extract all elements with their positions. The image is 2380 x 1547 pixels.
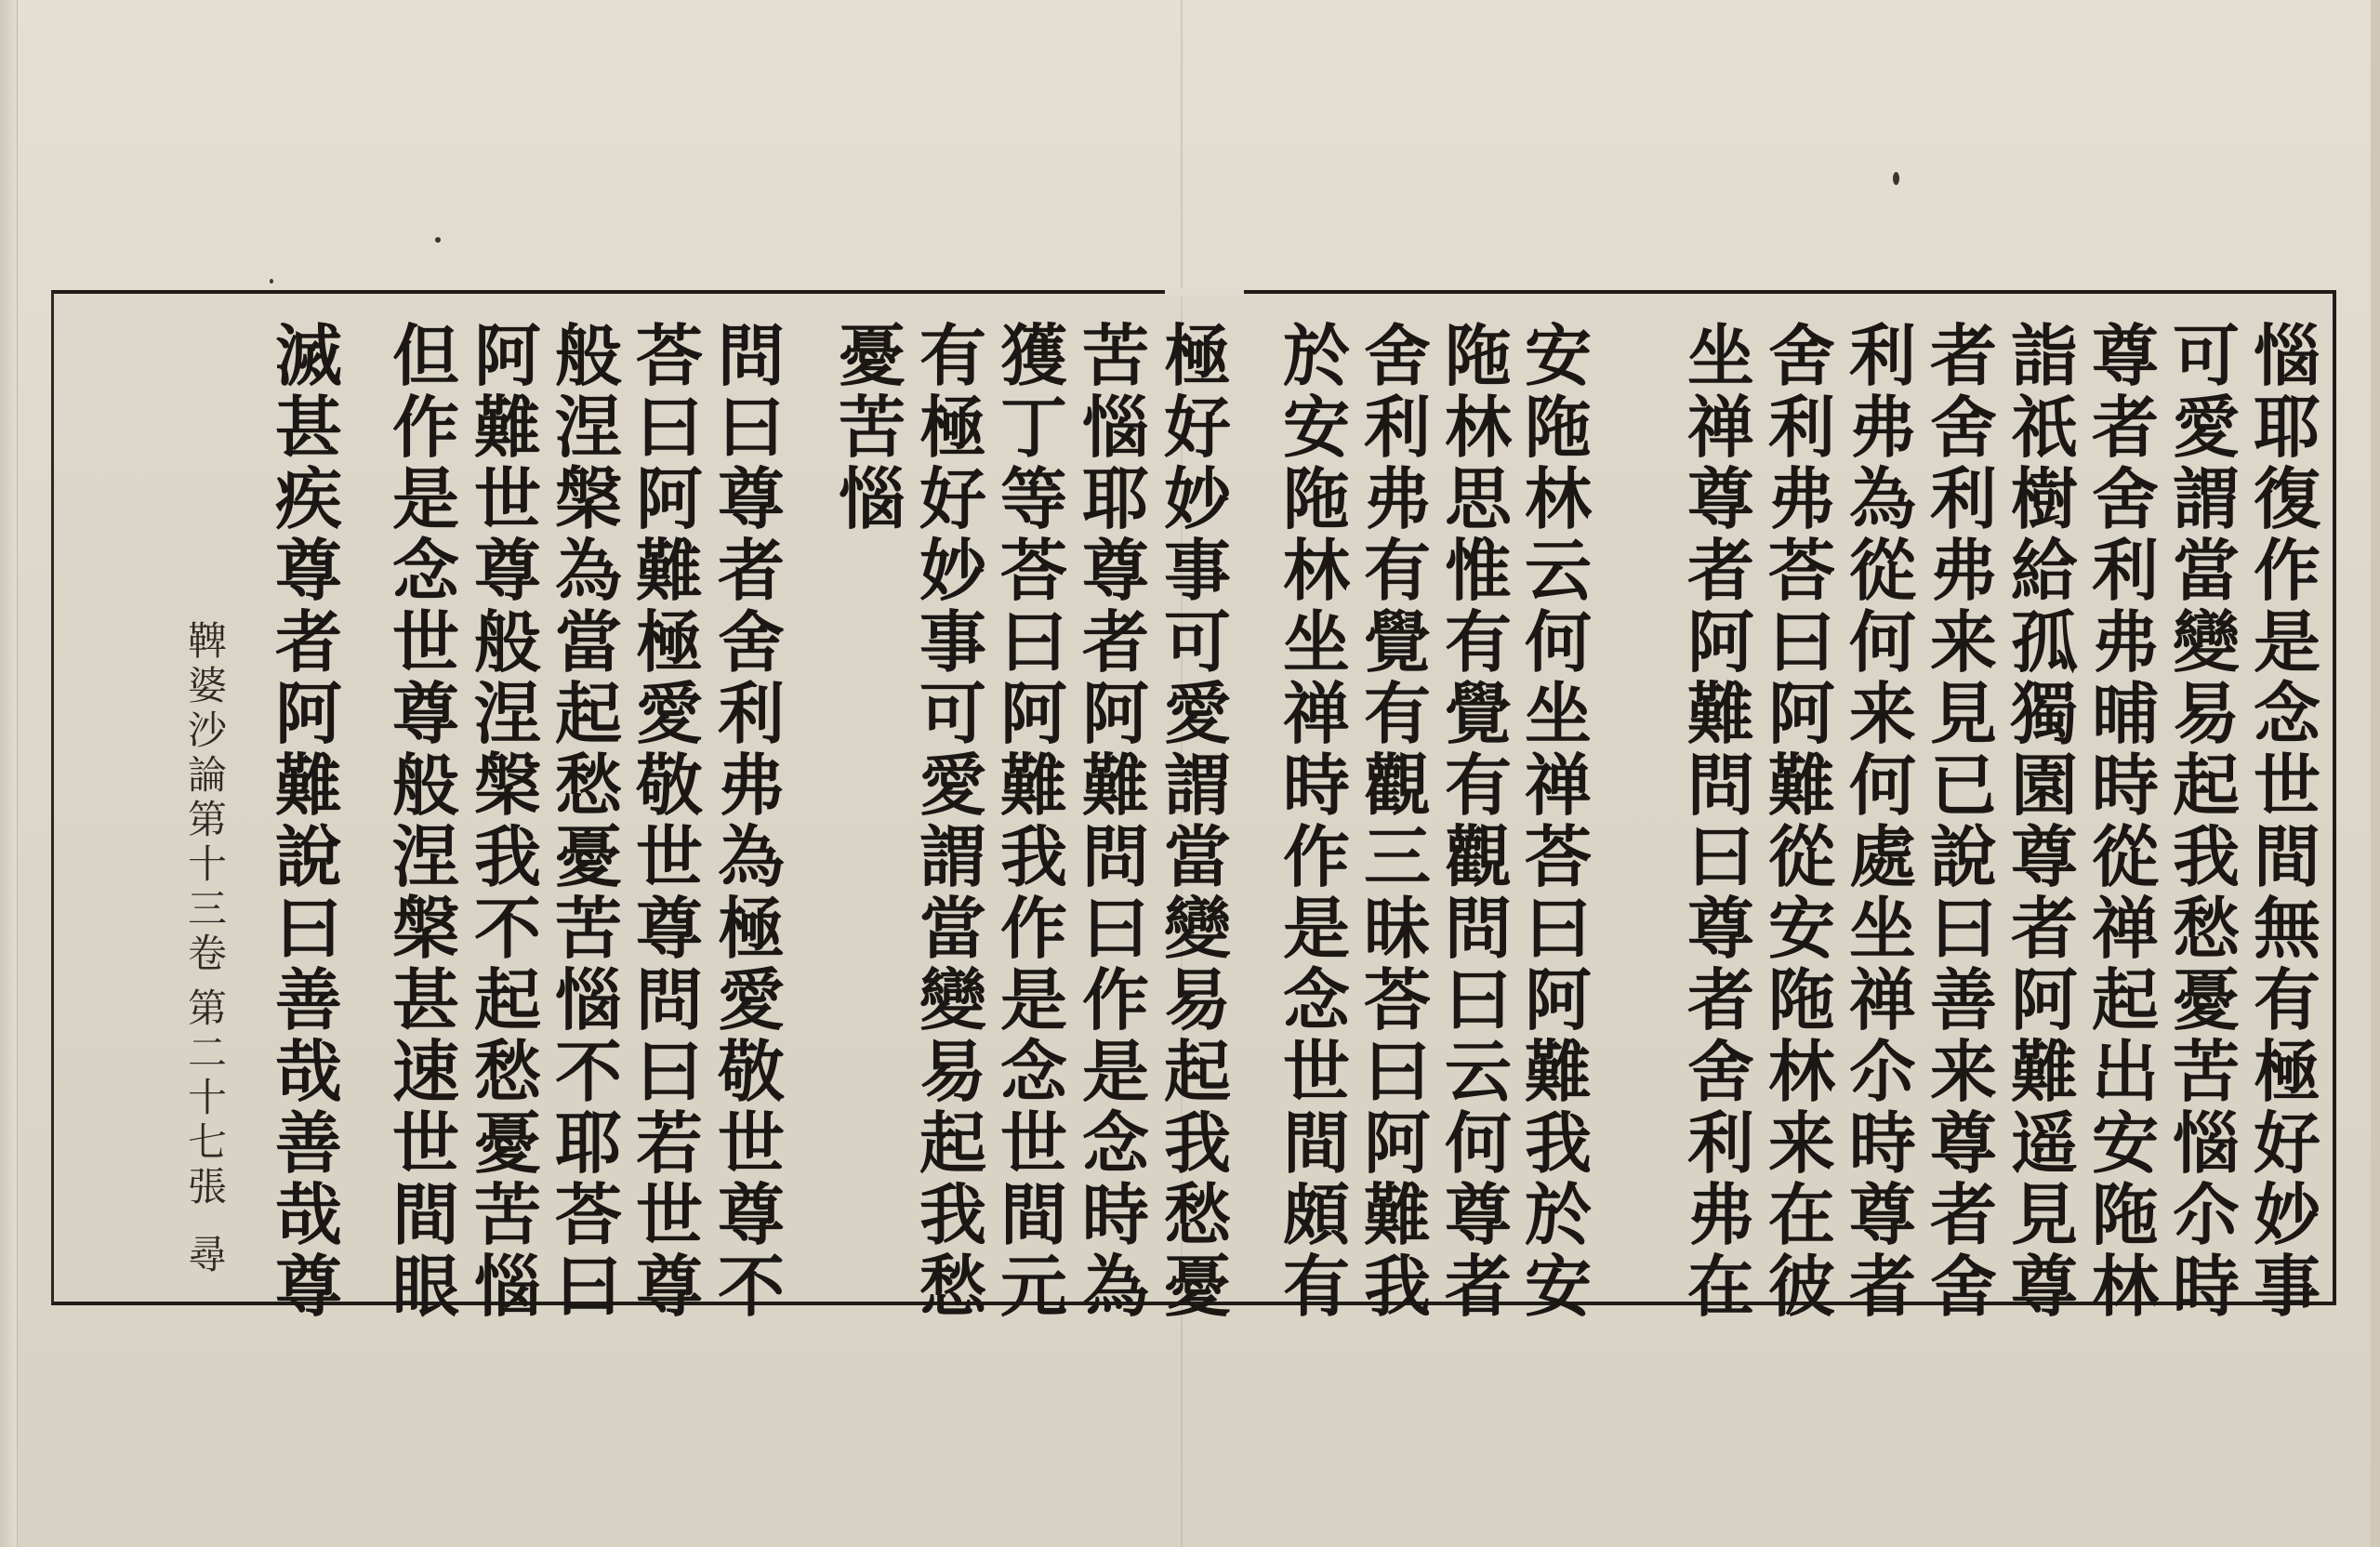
marginal-mark: 尋 (187, 1232, 227, 1277)
ink-speck (1893, 172, 1899, 185)
ink-speck (270, 279, 273, 284)
text-column: 阿難世尊般涅槃我不起愁憂苦惱 (473, 316, 541, 1326)
ink-speck (435, 237, 441, 243)
text-column: 問曰尊者舍利弗為極愛敬世尊不 (717, 316, 785, 1326)
text-column: 尊者舍利弗晡時從禅起出安陁林 (2091, 316, 2159, 1326)
text-column: 滅甚疾尊者阿難說曰善哉善哉尊 (274, 316, 342, 1326)
text-column: 但作是念世尊般涅槃甚速世間眼 (391, 316, 459, 1326)
text-column: 舍利弗荅曰阿難從安陁林来在彼 (1767, 316, 1835, 1326)
text-column: 荅曰阿難極愛敬世尊問曰若世尊 (635, 316, 703, 1326)
text-column: 於安陁林坐禅時作是念世間頗有 (1282, 316, 1350, 1326)
text-column: 坐禅尊者阿難問曰尊者舍利弗在 (1686, 316, 1754, 1326)
text-column: 苦惱耶尊者阿難問曰作是念時為 (1081, 316, 1149, 1326)
text-column: 憂苦惱 (838, 316, 906, 538)
marginal-title: 鞞婆沙論第十三卷 (187, 618, 227, 976)
page-left-edge (0, 0, 18, 1547)
text-column: 獲丁等荅曰阿難我作是念世間元 (999, 316, 1067, 1326)
text-column: 極好妙事可愛謂當變易起我愁憂 (1163, 316, 1231, 1326)
text-column: 者舍利弗来見已說曰善来尊者舍 (1929, 316, 1997, 1326)
frame-gap (1165, 288, 1244, 296)
text-column: 有極好妙事可愛謂當變易起我愁 (919, 316, 986, 1326)
text-column: 舍利弗有覺有觀三昧荅曰阿難我 (1363, 316, 1431, 1326)
text-column: 安陁林云何坐禅荅曰阿難我於安 (1524, 316, 1592, 1326)
text-column: 詣祇樹給孤獨園尊者阿難遥見尊 (2010, 316, 2078, 1326)
text-column: 陁林思惟有覺有觀問曰云何尊者 (1444, 316, 1512, 1326)
text-column: 利弗為從何来何處坐禅尒時尊者 (1848, 316, 1916, 1326)
text-column: 惱耶復作是念世間無有極好妙事 (2253, 316, 2320, 1326)
marginal-folio: 第二十七張 (187, 985, 227, 1210)
text-frame (51, 290, 2336, 1326)
page-right-edge (2371, 0, 2380, 1547)
text-column: 般涅槃為當起愁憂苦惱不耶荅曰 (554, 316, 622, 1326)
text-column: 可愛謂當變易起我愁憂苦惱尒時 (2172, 316, 2240, 1326)
